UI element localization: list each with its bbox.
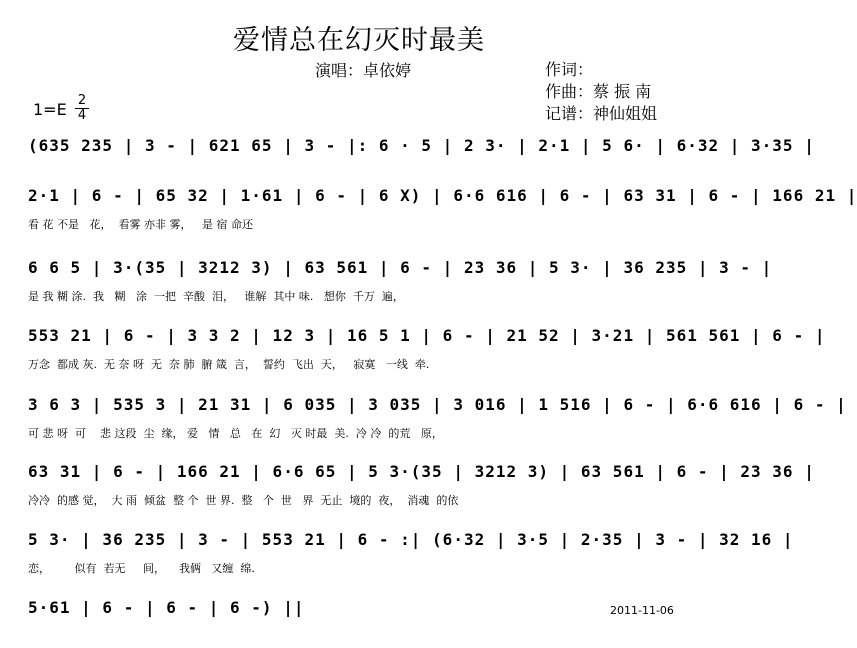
notes: 6 6 5 | 3·(35 | 3212 3) | 63 561 | 6 - | 23 36 | 5 3· | 36 235 | 3 - | bbox=[28, 258, 773, 277]
notes: 5 3· | 36 235 | 3 - | 553 21 | 6 - :| (6·32 | 3·5 | 2·35 | 3 - | 32 16 | bbox=[28, 530, 794, 549]
notes: 63 31 | 6 - | 166 21 | 6·6 65 | 5 3·(35 | 3212 3) | 63 561 | 6 - | 23 36 | bbox=[28, 462, 815, 481]
notes: (635 235 | 3 - | 621 65 | 3 - |: 6 · 5 | 2 3· | 2·1 | 5 6· | 6·32 | 3·35 | bbox=[28, 136, 815, 155]
composer-credit: 作曲：蔡 振 南 bbox=[545, 82, 652, 101]
notes: 2·1 | 6 - | 65 32 | 1·61 | 6 - | 6 X) | 6·6 616 | 6 - | 63 31 | 6 - | 166 21 | bbox=[28, 186, 857, 205]
notes: 5·61 | 6 - | 6 - | 6 -) || bbox=[28, 598, 305, 617]
time-signature bbox=[75, 94, 89, 123]
time-signature-bottom: 4 bbox=[77, 108, 87, 123]
lyrics: 万念 都成 灰. 无 奈 呀 无 奈 肺 腑 箴 言， 誓约 飞出 天， 寂寞 一线 牵. bbox=[28, 358, 430, 371]
lyrics: 恋， 似有 若无 间， 我俩 又缠 绵. bbox=[28, 562, 255, 575]
notes: 553 21 | 6 - | 3 3 2 | 12 3 | 16 5 1 | 6 - | 21 52 | 3·21 | 561 561 | 6 - | bbox=[28, 326, 826, 345]
lyrics: 是 我 糊 涂. 我 糊 涂 一把 辛酸 泪， 谁解 其中 味. 想你 千万 遍， bbox=[28, 290, 404, 303]
key-signature: 1=E bbox=[33, 100, 67, 119]
score-line-8 bbox=[28, 598, 688, 628]
transcriber-credit: 记谱：神仙姐姐 bbox=[545, 104, 658, 123]
lyricist-credit: 作词： bbox=[545, 60, 594, 79]
score-line-2 bbox=[28, 186, 857, 266]
date-stamp: 2011-11-06 bbox=[610, 604, 674, 617]
lyrics: 可 悲 呀 可 悲 这段 尘 缘， 爱 情 总 在 幻 灭 时最 美. 冷 冷 的荒 原， bbox=[28, 427, 443, 440]
singer-credit: 演唱：卓依婷 bbox=[315, 61, 412, 80]
time-signature-top: 2 bbox=[75, 94, 89, 109]
song-title: 爱情总在幻灭时最美 bbox=[233, 25, 485, 56]
lyrics: 看 花 不是 花， 看雾 亦非 雾， 是 宿 命还 bbox=[28, 218, 253, 231]
lyrics: 冷冷 的感 觉， 大 雨 倾盆 整 个 世 界. 整 个 世 界 无止 境的 夜， 消魂 的依 bbox=[28, 494, 459, 507]
notes: 3 6 3 | 535 3 | 21 31 | 6 035 | 3 035 | 3 016 | 1 516 | 6 - | 6·6 616 | 6 - | bbox=[28, 395, 847, 414]
